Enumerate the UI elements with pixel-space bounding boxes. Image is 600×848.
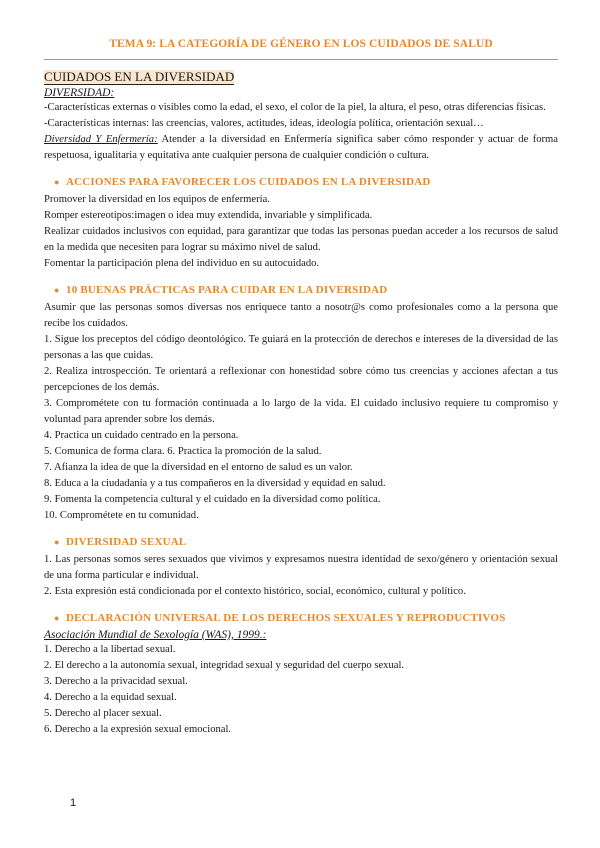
document-title: TEMA 9: LA CATEGORÍA DE GÉNERO EN LOS CUIDADOS DE SALUD	[109, 38, 493, 50]
document-page	[44, 0, 558, 738]
practicas-line: 8. Educa a la ciudadanía y a tus compañeros en la diversidad y equidad en salud.	[44, 478, 386, 489]
page-number: 1	[70, 797, 77, 809]
practicas-line: 5. Comunica de forma clara. 6. Practica la promoción de la salud.	[44, 446, 322, 457]
diversidad-sexual-line: 2. Esta expresión está condicionada por el contexto histórico, social, económico, cultural y político.	[44, 586, 466, 597]
practicas-line: 7. Afianza la idea de que la diversidad en el entorno de salud es un valor.	[44, 462, 353, 473]
practicas-line: 4. Practica un cuidado centrado en la persona.	[44, 430, 239, 441]
diversidad-line: -Características externas o visibles como la edad, el sexo, el color de la piel, la altura, el peso, otras diferencias físicas.	[44, 102, 546, 113]
acciones-line: Fomentar la participación plena del individuo en su autocuidado.	[44, 258, 320, 269]
section-title: CUIDADOS EN LA DIVERSIDAD	[44, 69, 235, 84]
bullet-icon: ●	[54, 613, 60, 623]
title-divider	[44, 59, 558, 60]
diversidad-label: DIVERSIDAD:	[44, 87, 115, 99]
acciones-line: Romper estereotipos:imagen o idea muy extendida, invariable y simplificada.	[44, 210, 373, 221]
declaracion-heading: ● DECLARACIÓN UNIVERSAL DE LOS DERECHOS SEXUALES Y REPRODUCTIVOS	[54, 612, 506, 624]
acciones-heading: ● ACCIONES PARA FAVORECER LOS CUIDADOS EN LA DIVERSIDAD	[54, 176, 431, 188]
practicas-heading: ● 10 BUENAS PRÁCTICAS PARA CUIDAR EN LA DIVERSIDAD	[54, 284, 388, 296]
acciones-line: Realizar cuidados inclusivos con equidad, para garantizar que todas las personas puedan acceder a los recursos de salud en la medida que necesiten para lograr su máximo nivel de salud.	[44, 226, 558, 253]
bullet-icon: ●	[54, 285, 60, 295]
enfermeria-paragraph	[44, 132, 558, 164]
diversidad-line: -Características internas: las creencias, valores, actitudes, ideas, ideología política, orientación sexual…	[44, 118, 484, 129]
diversidad-sexual-line: 1. Las personas somos seres sexuados que vivimos y expresamos nuestra identidad de sexo/género y orientación sexual de una forma particular e individual.	[44, 554, 558, 581]
derecho-line: 1. Derecho a la libertad sexual.	[44, 644, 176, 655]
derecho-line: 6. Derecho a la expresión sexual emocional.	[44, 724, 232, 735]
enfermeria-text: Atender a la diversidad en Enfermería significa saber cómo responder y actuar de forma respetuosa, igualitaria y equitativa ante cualquier persona de cualquier condición o cultura.	[44, 134, 558, 161]
acciones-line: Promover la diversidad en los equipos de enfermería.	[44, 194, 270, 205]
practicas-line: Asumir que las personas somos diversas nos enriquece tanto a nosotr@s como profesionales como a la persona que recibe los cuidados.	[44, 302, 558, 329]
derecho-line: 4. Derecho a la equidad sexual.	[44, 692, 177, 703]
derecho-line: 3. Derecho a la privacidad sexual.	[44, 676, 188, 687]
diversidad-sexual-heading: ● DIVERSIDAD SEXUAL	[54, 536, 187, 548]
practicas-line: 1. Sigue los preceptos del código deontológico. Te guiará en la protección de derechos e intereses de la diversidad de las personas a las que cuidas.	[44, 334, 558, 361]
derecho-line: 5. Derecho al placer sexual.	[44, 708, 162, 719]
practicas-line: 9. Fomenta la competencia cultural y el cuidado en la diversidad como política.	[44, 494, 381, 505]
enfermeria-label: Diversidad Y Enfermería:	[44, 134, 158, 145]
bullet-icon: ●	[54, 537, 60, 547]
practicas-line: 3. Comprométete con tu formación continuada a lo largo de la vida. El cuidado inclusivo requiere tu compromiso y voluntad para aprender sobre los demás.	[44, 398, 558, 425]
bullet-icon: ●	[54, 177, 60, 187]
derecho-line: 2. El derecho a la autonomía sexual, integridad sexual y seguridad del cuerpo sexual.	[44, 660, 405, 671]
practicas-line: 10. Comprométete en tu comunidad.	[44, 510, 199, 521]
declaracion-source: Asociación Mundial de Sexología (WAS), 1999.:	[44, 629, 267, 641]
practicas-line: 2. Realiza introspección. Te orientará a reflexionar con honestidad sobre cómo tus creencias y acciones afectan a tus percepciones de los demás.	[44, 366, 558, 393]
